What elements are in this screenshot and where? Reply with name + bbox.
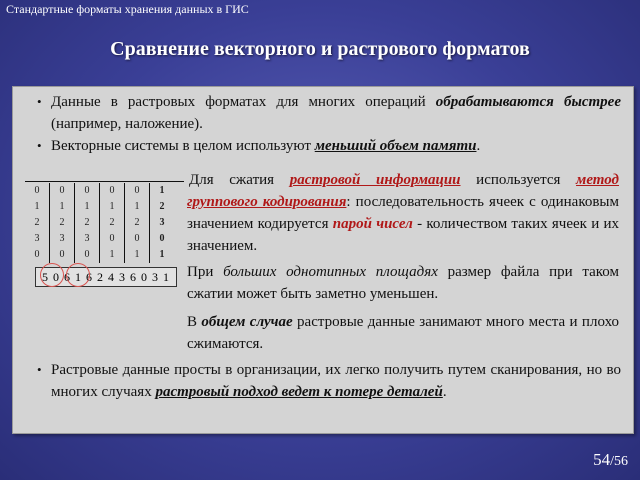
grid-cell: 2 [125,215,150,231]
slide-title: Сравнение векторного и растрового форматов [110,38,530,60]
grid-cell: 0 [125,183,150,199]
general-case-paragraph [187,311,619,355]
para-text: : последовательность ячеек с одинаковым значением кодируется [187,194,619,232]
page-number [593,450,628,470]
grid-cell: 0 [100,183,125,199]
grid-cell: 0 [75,247,100,263]
grid-row [25,247,174,263]
content-panel [12,86,634,434]
raster-grid-border [25,181,184,182]
grid-cell: 1 [125,199,150,215]
grid-cell: 1 [159,249,165,260]
para-text: Для сжатия [189,172,290,188]
bullet-emphasis: меньший объем памяти [314,138,477,154]
grid-cell: 0 [25,247,50,263]
grid-cell: 3 [159,217,165,228]
para-emphasis: общем случае [201,314,293,330]
para-text: растровые данные занимают много места и плохо сжимаются. [187,314,620,352]
bullet-dot: • [37,362,42,377]
para-emphasis: парой чисел [332,216,413,232]
grid-row [25,215,174,231]
rle-sequence: 5 0 6 1 6 2 4 3 6 0 3 1 [35,267,177,287]
grid-cell: 0 [100,231,125,247]
page-current: 54 [593,450,611,469]
para-emphasis: метод группового кодирования [187,172,619,210]
grid-cell: 2 [159,201,165,212]
bullet-memory [37,135,621,157]
para-text: При [187,264,224,280]
grid-cell: 0 [159,233,165,244]
grid-cell: 1 [50,199,75,215]
para-emphasis: растровой информации [289,172,461,188]
grid-cell: 0 [50,183,75,199]
grid-cell: 0 [125,231,150,247]
para-emphasis: больших однотипных площадях [223,264,438,280]
grid-cell: 1 [159,185,165,196]
grid-cell: 2 [25,215,50,231]
grid-cell: 3 [25,231,50,247]
grid-cell: 0 [50,247,75,263]
bullet-text: Растровые данные просты в организации, их легко получить путем сканирования, но во многих случаях [51,362,621,400]
grid-cell: 1 [100,247,125,263]
grid-row [25,231,174,247]
para-text: используется [460,172,577,188]
bullet-text: . [442,384,447,400]
bullet-emphasis: растровый подход ведет к потере деталей [155,384,443,400]
grid-cell: 1 [125,247,150,263]
section-title: Стандартные форматы хранения данных в ГИС [6,2,249,16]
grid-row [25,199,174,215]
page-total: /56 [610,454,628,469]
para-text: размер файла при таком сжатии может быть заметно уменьшен. [187,264,619,302]
grid-cell: 0 [25,183,50,199]
grid-cell: 1 [75,199,100,215]
raster-grid [25,183,174,263]
bullet-text: . [476,138,481,154]
grid-cell: 2 [75,215,100,231]
large-areas-paragraph [187,261,619,305]
bullet-dot: • [37,94,42,109]
para-text: В [187,314,202,330]
grid-cell: 1 [100,199,125,215]
grid-cell: 3 [50,231,75,247]
bullet-text: Векторные системы в целом используют [51,138,315,154]
grid-row [25,183,174,199]
bullet-emphasis: обрабатываются быстрее [435,94,621,110]
bullet-text: (например, наложение). [51,116,203,132]
grid-cell: 2 [50,215,75,231]
grid-cell: 3 [75,231,100,247]
rle-highlight-circle [40,263,64,287]
bullet-raster-simple [37,359,621,403]
grid-cell: 1 [25,199,50,215]
rle-highlight-circle [66,263,90,287]
para-text: - количеством таких ячеек и их значением. [187,216,620,254]
bullet-speed [37,91,621,135]
bullet-dot: • [37,138,42,153]
grid-cell: 0 [75,183,100,199]
compression-paragraph [187,169,619,257]
grid-cell: 2 [100,215,125,231]
bullet-text: Данные в растровых форматах для многих операций [51,94,436,110]
